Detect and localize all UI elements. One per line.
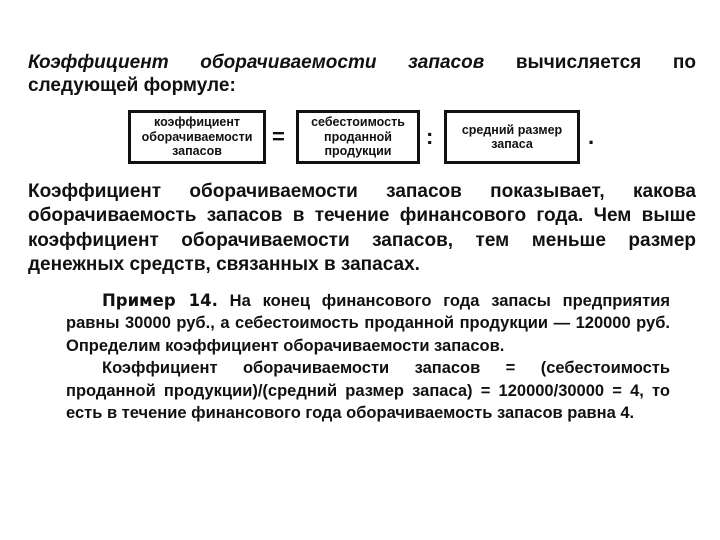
intro-term: Коэффициент оборачиваемости запасов [28, 52, 485, 73]
example-paragraph-2: Коэффициент оборачиваемости запасов = (себестоимость проданной продукции)/(средний размер запаса) = 120000/30000 = 4, то есть в течение финансового года оборачиваемость запасов равна 4. [66, 359, 670, 423]
formula-box-average-inventory: средний размер запаса [444, 110, 580, 164]
equals-sign: = [272, 124, 285, 149]
explanation-paragraph: Коэффициент оборачиваемости запасов показывает, какова оборачиваемость запасов в течение финансового года. Чем выше коэффициент оборачиваемости запасов, тем меньше размер денежных средств, связанных в запасах. [28, 181, 696, 275]
example-paragraph-1 [66, 290, 670, 357]
intro-rest: вычисляется по следующей формуле: [28, 52, 696, 96]
example-title: Пример 14. [102, 291, 218, 310]
intro-paragraph [28, 52, 696, 98]
divide-sign: : [426, 124, 434, 149]
formula-box-turnover-ratio: коэффициент оборачиваемости запасов [128, 110, 266, 164]
formula-diagram [128, 110, 608, 168]
example-text-1: На конец финансового года запасы предприятия равны 30000 руб., а себестоимость проданной продукции — 120000 руб. Определим коэффициент оборачиваемости запасов. [66, 292, 670, 355]
formula-box-cost-of-goods: себестоимость проданной продукции [296, 110, 420, 164]
period-sign: . [588, 124, 595, 149]
example-block [66, 290, 670, 425]
